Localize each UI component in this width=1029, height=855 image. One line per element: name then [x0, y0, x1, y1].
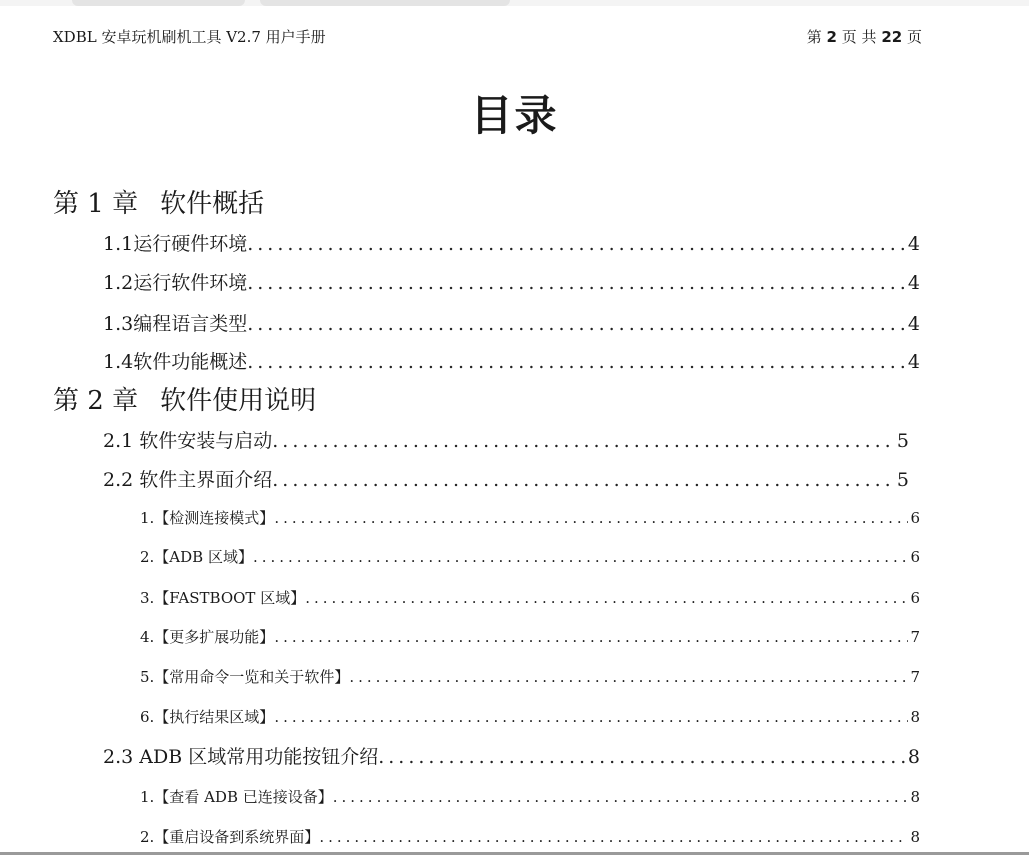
- toc-dot-leader: [319, 828, 908, 846]
- current-page-number: 2: [826, 28, 837, 46]
- toc-entry-label: 1.4软件功能概述: [103, 351, 248, 373]
- viewer-top-bar: [0, 0, 1029, 6]
- toc-dot-leader: [274, 708, 908, 726]
- toc-entry-label: 5.【常用命令一览和关于软件】: [140, 668, 350, 686]
- toc-page-number: 4: [907, 313, 920, 335]
- toc-entry-label: 2.【重启设备到系统界面】: [140, 828, 320, 846]
- toc-chapter-2[interactable]: [53, 380, 316, 417]
- chapter-label: 第 2 章: [53, 386, 139, 416]
- toc-entry[interactable]: [103, 268, 920, 296]
- page-suffix: 页: [906, 28, 922, 46]
- toc-entry-label: 1.【检测连接模式】: [140, 509, 275, 527]
- toc-chapter-1[interactable]: [53, 183, 264, 220]
- toc-dot-leader: [333, 788, 909, 806]
- viewer-tab[interactable]: [72, 0, 245, 6]
- toc-entry-label: 2.3 ADB 区域常用功能按钮介绍: [103, 746, 379, 768]
- toc-subentry[interactable]: [140, 507, 920, 531]
- chapter-title: 软件使用说明: [160, 386, 317, 416]
- toc-entry[interactable]: [103, 465, 909, 493]
- toc-subentry[interactable]: [140, 666, 920, 690]
- toc-page-number: 4: [907, 233, 920, 255]
- toc-entry[interactable]: [103, 229, 920, 257]
- page-prefix: 第: [806, 28, 822, 46]
- toc-page-number: 8: [910, 788, 920, 806]
- toc-dot-leader: [274, 628, 908, 646]
- chapter-label: 第 1 章: [53, 189, 139, 219]
- toc-subentry[interactable]: [140, 826, 920, 850]
- toc-page-number: 8: [910, 708, 920, 726]
- toc-dot-leader: [247, 233, 906, 255]
- toc-page-number: 8: [910, 828, 920, 846]
- toc-entry-label: 1.【查看 ADB 已连接设备】: [140, 788, 333, 806]
- toc-dot-leader: [272, 469, 895, 491]
- toc-page-number: 7: [910, 628, 920, 646]
- toc-subentry[interactable]: [140, 706, 920, 730]
- toc-subentry[interactable]: [140, 626, 920, 650]
- total-pages-number: 22: [881, 28, 903, 46]
- toc-entry-label: 2.1 软件安装与启动: [103, 430, 273, 452]
- toc-dot-leader: [253, 548, 908, 566]
- toc-entry[interactable]: [103, 309, 920, 337]
- toc-entry-label: 2.2 软件主界面介绍: [103, 469, 273, 491]
- toc-dot-leader: [272, 430, 895, 452]
- toc-page-number: 4: [907, 351, 920, 373]
- toc-dot-leader: [247, 272, 906, 294]
- toc-entry-label: 2.【ADB 区域】: [140, 548, 253, 566]
- chapter-title: 软件概括: [160, 189, 265, 219]
- toc-dot-leader: [349, 668, 908, 686]
- toc-subentry[interactable]: [140, 546, 920, 570]
- toc-dot-leader: [305, 589, 908, 607]
- toc-dot-leader: [378, 746, 906, 768]
- page-middle-text: 页 共: [841, 28, 877, 46]
- toc-entry-label: 3.【FASTBOOT 区域】: [140, 589, 306, 607]
- toc-dot-leader: [274, 509, 908, 527]
- toc-page-number: 6: [910, 548, 920, 566]
- toc-dot-leader: [247, 313, 906, 335]
- toc-page-number: 6: [910, 589, 920, 607]
- toc-entry-label: 1.3编程语言类型: [103, 313, 248, 335]
- toc-entry[interactable]: [103, 347, 920, 375]
- toc-page-number: 5: [896, 430, 909, 452]
- running-header-title: XDBL 安卓玩机刷机工具 V2.7 用户手册: [53, 28, 326, 46]
- toc-title: 目录: [470, 91, 559, 140]
- toc-dot-leader: [247, 351, 906, 373]
- page-indicator: [807, 26, 922, 47]
- toc-subentry[interactable]: [140, 786, 920, 810]
- toc-page-number: 5: [896, 469, 909, 491]
- toc-entry[interactable]: [103, 426, 909, 454]
- toc-entry-label: 4.【更多扩展功能】: [140, 628, 275, 646]
- toc-page-number: 6: [910, 509, 920, 527]
- toc-entry-label: 1.1运行硬件环境: [103, 233, 248, 255]
- toc-entry-label: 1.2运行软件环境: [103, 272, 248, 294]
- toc-subentry[interactable]: [140, 587, 920, 611]
- toc-entry[interactable]: [103, 742, 920, 770]
- toc-page-number: 8: [907, 746, 920, 768]
- toc-page-number: 7: [910, 668, 920, 686]
- toc-entry-label: 6.【执行结果区域】: [140, 708, 275, 726]
- viewer-tab[interactable]: [260, 0, 510, 6]
- toc-page-number: 4: [907, 272, 920, 294]
